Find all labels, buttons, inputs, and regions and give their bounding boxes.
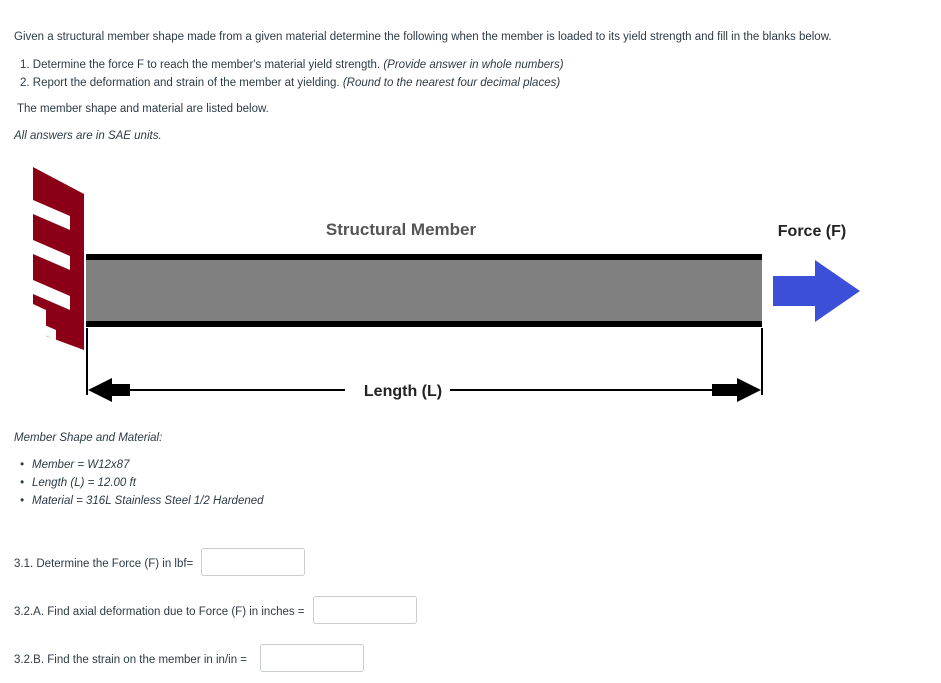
force-label: Force (F) bbox=[777, 223, 847, 240]
listed-text: The member shape and material are listed below. bbox=[17, 103, 269, 115]
fixed-wall bbox=[33, 167, 84, 350]
deformation-answer-input[interactable] bbox=[313, 596, 417, 624]
arrowhead-right-icon bbox=[712, 378, 761, 402]
member-title: Structural Member bbox=[325, 220, 477, 239]
question-force-label: 3.1. Determine the Force (F) in lbf= bbox=[14, 558, 194, 570]
force-answer-input[interactable] bbox=[201, 548, 305, 576]
arrowhead-left-icon bbox=[88, 378, 130, 402]
property-material: • Material = 316L Stainless Steel 1/2 Hardened bbox=[20, 495, 264, 507]
property-member: • Member = W12x87 bbox=[20, 459, 130, 471]
property-length: • Length (L) = 12.00 ft bbox=[20, 477, 136, 489]
force-arrow-icon bbox=[773, 260, 860, 322]
question-strain-label: 3.2.B. Find the strain on the member in in/in = bbox=[14, 654, 247, 666]
step-2: 2. Report the deformation and strain of the member at yielding. (Round to the nearest four decimal places) bbox=[20, 77, 561, 89]
member-diagram bbox=[0, 150, 941, 420]
properties-list bbox=[20, 456, 264, 510]
beam-bottom-flange bbox=[86, 321, 762, 327]
question-deformation-label: 3.2.A. Find axial deformation due to Force (F) in inches = bbox=[14, 606, 305, 618]
beam-top-flange bbox=[86, 254, 762, 260]
step-1: 1. Determine the force F to reach the member's material yield strength. (Provide answer in whole numbers) bbox=[20, 59, 564, 71]
member-heading: Member Shape and Material: bbox=[14, 432, 163, 444]
intro-text: Given a structural member shape made from a given material determine the following when the member is loaded to its yield strength and fill in the blanks below. bbox=[14, 31, 832, 43]
length-label: Length (L) bbox=[363, 383, 443, 400]
strain-answer-input[interactable] bbox=[260, 644, 364, 672]
units-text: All answers are in SAE units. bbox=[14, 130, 162, 142]
beam-web bbox=[86, 254, 762, 323]
steps-list bbox=[20, 56, 564, 92]
